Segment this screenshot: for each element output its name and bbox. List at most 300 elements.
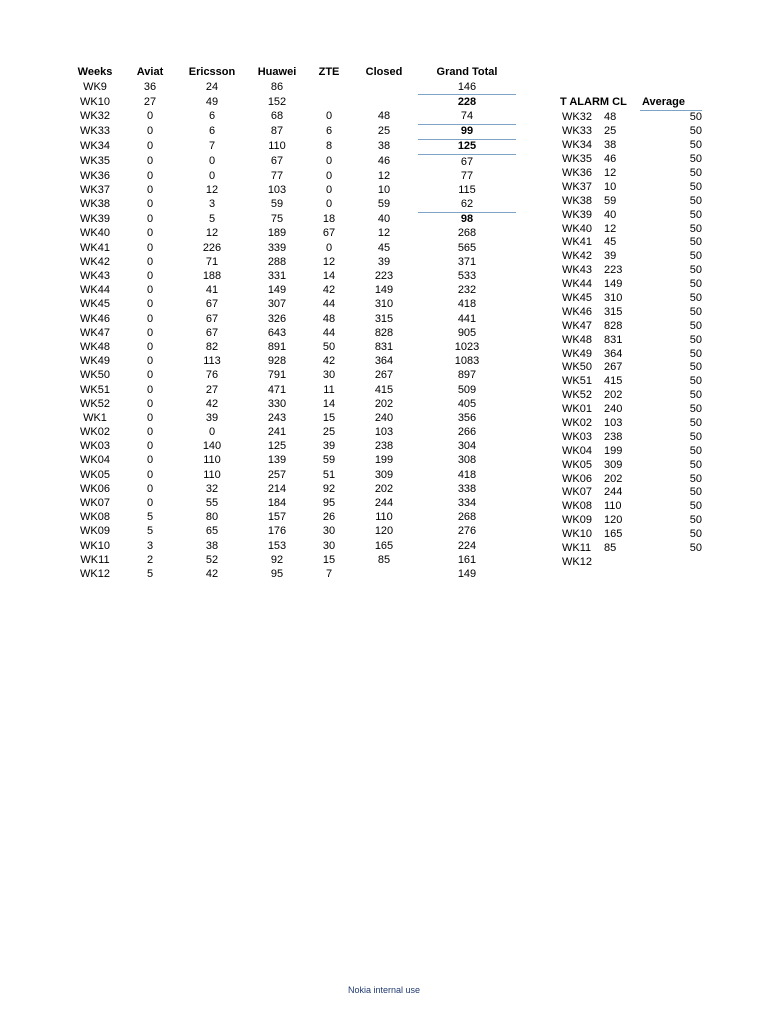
cell-ericsson: 24 <box>205 80 219 93</box>
table-row <box>68 298 516 312</box>
header-closed: Closed <box>365 66 403 78</box>
cell-closed: 25 <box>377 125 391 138</box>
cell-grand-total: 1023 <box>454 340 480 353</box>
table-row <box>68 154 516 169</box>
cell-huawei: 110 <box>268 140 286 153</box>
cell-closed: 46 <box>377 155 391 168</box>
cell-huawei: 153 <box>267 539 287 552</box>
cell-aviat: 0 <box>146 183 154 196</box>
cell-average: 50 <box>689 486 702 499</box>
cell-aviat: 0 <box>146 426 154 439</box>
cell-closed: 267 <box>374 369 394 382</box>
cell-aviat: 27 <box>143 95 157 108</box>
cell-average: 50 <box>689 139 702 152</box>
table-row <box>68 340 516 354</box>
cell-t-alarm-cl: 12 <box>604 222 617 235</box>
table-row <box>68 397 516 411</box>
cell-ericsson: 39 <box>205 411 219 424</box>
cell-average: 50 <box>689 333 702 346</box>
cell-average: 50 <box>689 375 702 388</box>
cell-week: WK38 <box>562 194 592 207</box>
cell-zte: 15 <box>322 411 336 424</box>
cell-closed: 828 <box>374 326 394 339</box>
cell-t-alarm-cl: 240 <box>604 403 623 416</box>
cell-week: WK04 <box>562 444 592 457</box>
table-row <box>562 236 702 250</box>
header-average: Average <box>642 96 686 108</box>
cell-average: 50 <box>689 208 702 221</box>
cell-zte: 44 <box>322 326 336 339</box>
table-row <box>68 525 516 539</box>
cell-average: 50 <box>689 430 702 443</box>
table-row <box>562 111 702 125</box>
cell-grand-total: 371 <box>457 255 477 268</box>
cell-average: 50 <box>689 417 702 430</box>
cell-t-alarm-cl: 25 <box>604 125 617 138</box>
cell-ericsson: 42 <box>205 397 219 410</box>
cell-aviat: 0 <box>146 270 154 283</box>
cell-grand-total: 232 <box>457 284 477 297</box>
cell-average: 50 <box>689 347 702 360</box>
cell-closed: 310 <box>374 298 394 311</box>
cell-zte: 67 <box>322 227 336 240</box>
table-row <box>68 183 516 197</box>
cell-huawei: 67 <box>270 155 284 168</box>
cell-week: WK35 <box>80 155 110 168</box>
table-row <box>68 169 516 183</box>
cell-grand-total: 509 <box>457 383 477 396</box>
cell-ericsson: 226 <box>202 241 222 254</box>
table-row <box>562 222 702 236</box>
cell-aviat: 0 <box>146 340 154 353</box>
cell-week: WK36 <box>80 169 110 182</box>
cell-week: WK1 <box>83 411 107 424</box>
cell-ericsson: 41 <box>205 284 219 297</box>
cell-grand-total: 304 <box>457 440 477 453</box>
cell-aviat: 0 <box>146 369 154 382</box>
cell-ericsson: 110 <box>203 454 221 467</box>
table-row <box>68 355 516 369</box>
cell-week: WK50 <box>80 369 110 382</box>
cell-average <box>634 556 702 570</box>
cell-ericsson: 6 <box>208 125 216 138</box>
table-row <box>68 241 516 255</box>
cell-huawei: 288 <box>267 255 287 268</box>
cell-zte: 0 <box>325 241 333 254</box>
cell-aviat: 0 <box>146 284 154 297</box>
cell-t-alarm-cl: 46 <box>604 153 617 166</box>
cell-average: 50 <box>689 236 702 249</box>
cell-week: WK52 <box>562 389 592 402</box>
cell-ericsson: 32 <box>205 482 219 495</box>
cell-average: 50 <box>689 167 702 179</box>
cell-closed: 240 <box>374 411 394 424</box>
cell-zte: 42 <box>322 284 336 297</box>
cell-ericsson: 80 <box>205 511 219 524</box>
cell-huawei: 243 <box>267 411 287 424</box>
cell-week: WK51 <box>80 383 110 396</box>
cell-huawei: 77 <box>270 169 284 182</box>
cell-ericsson: 76 <box>205 369 219 382</box>
cell-week: WK45 <box>562 292 592 305</box>
cell-week: WK41 <box>80 241 110 254</box>
cell-grand-total: 77 <box>460 169 474 182</box>
cell-aviat: 5 <box>146 525 154 538</box>
cell-ericsson: 12 <box>205 227 219 240</box>
table-row <box>562 250 702 264</box>
cell-week: WK06 <box>562 472 592 485</box>
cell-closed <box>350 80 418 95</box>
cell-grand-total: 224 <box>457 539 477 552</box>
footer-classification: Nokia internal use <box>347 985 421 995</box>
cell-aviat: 36 <box>143 80 157 93</box>
cell-closed: 85 <box>377 553 391 566</box>
cell-zte: 0 <box>325 183 333 196</box>
cell-week: WK9 <box>83 80 107 93</box>
cell-week: WK46 <box>562 305 592 318</box>
table-row <box>68 567 516 581</box>
cell-week: WK33 <box>80 125 110 138</box>
cell-t-alarm-cl: 238 <box>604 430 623 443</box>
table-row <box>562 375 702 389</box>
cell-grand-total: 228 <box>457 95 477 108</box>
cell-closed <box>350 95 418 110</box>
cell-week: WK35 <box>562 153 592 166</box>
cell-ericsson: 110 <box>203 468 221 481</box>
cell-week: WK12 <box>80 567 110 580</box>
cell-zte: 8 <box>325 140 333 153</box>
cell-huawei: 95 <box>270 567 284 580</box>
table-row <box>562 194 702 208</box>
cell-aviat: 0 <box>146 255 154 268</box>
cell-ericsson: 6 <box>208 110 216 123</box>
cell-week: WK37 <box>80 183 110 196</box>
table-row <box>562 458 702 472</box>
table-row <box>68 411 516 425</box>
cell-zte: 0 <box>325 169 333 182</box>
cell-week: WK02 <box>80 426 110 439</box>
cell-closed: 831 <box>374 340 394 353</box>
cell-huawei: 75 <box>270 213 284 226</box>
cell-zte <box>308 95 350 110</box>
cell-average: 50 <box>689 444 702 457</box>
cell-t-alarm-cl: 199 <box>604 444 623 457</box>
cell-average: 50 <box>689 500 702 513</box>
cell-closed: 202 <box>374 397 394 410</box>
cell-aviat: 0 <box>146 397 154 410</box>
table-row <box>68 539 516 553</box>
cell-closed: 309 <box>374 468 394 481</box>
cell-week: WK47 <box>562 319 592 332</box>
cell-week: WK03 <box>562 430 592 443</box>
cell-aviat: 0 <box>146 454 154 467</box>
cell-t-alarm-cl: 315 <box>604 305 623 318</box>
cell-aviat: 2 <box>146 553 154 566</box>
cell-t-alarm-cl: 39 <box>604 250 617 263</box>
cell-aviat: 0 <box>146 440 154 453</box>
cell-huawei: 184 <box>267 497 287 510</box>
cell-week: WK40 <box>562 222 592 235</box>
cell-average: 50 <box>689 264 702 277</box>
cell-aviat: 0 <box>146 383 154 396</box>
cell-week: WK12 <box>562 555 592 568</box>
cell-closed: 38 <box>377 140 391 153</box>
cell-zte: 92 <box>322 482 336 495</box>
table-row <box>68 198 516 213</box>
cell-week: WK05 <box>562 458 592 471</box>
cell-aviat: 0 <box>146 169 154 182</box>
cell-week: WK32 <box>562 111 592 124</box>
cell-ericsson: 27 <box>205 383 219 396</box>
cell-grand-total: 441 <box>457 312 477 325</box>
cell-week: WK06 <box>80 482 110 495</box>
cell-huawei: 339 <box>267 241 287 254</box>
cell-average: 50 <box>689 278 702 291</box>
cell-huawei: 891 <box>267 340 287 353</box>
cell-grand-total: 905 <box>457 326 477 339</box>
cell-aviat: 5 <box>146 567 154 580</box>
table-row <box>68 255 516 269</box>
cell-grand-total: 125 <box>418 139 516 154</box>
cell-ericsson: 55 <box>205 497 219 510</box>
cell-week: WK11 <box>562 542 592 555</box>
table-row <box>562 528 702 542</box>
cell-ericsson: 113 <box>203 355 221 368</box>
cell-huawei: 125 <box>267 440 287 453</box>
cell-aviat: 0 <box>146 355 154 368</box>
cell-average: 50 <box>689 125 702 138</box>
table-row <box>68 139 516 154</box>
table-row <box>68 124 516 139</box>
cell-grand-total: 115 <box>458 183 476 196</box>
cell-grand-total: 62 <box>418 198 516 213</box>
table-row <box>562 403 702 417</box>
table-row <box>68 269 516 283</box>
header-grand-total: Grand Total <box>436 66 498 78</box>
cell-average: 50 <box>689 528 702 541</box>
cell-ericsson: 67 <box>205 312 219 325</box>
cell-t-alarm-cl: 59 <box>604 194 617 207</box>
cell-huawei: 257 <box>267 468 287 481</box>
cell-zte <box>308 80 350 95</box>
cell-zte: 30 <box>322 539 336 552</box>
cell-ericsson: 0 <box>208 169 216 182</box>
cell-huawei: 103 <box>267 183 287 196</box>
cell-grand-total: 533 <box>457 270 477 283</box>
table-row <box>68 109 516 124</box>
cell-week: WK32 <box>80 110 110 123</box>
cell-average: 50 <box>689 403 702 416</box>
cell-average: 50 <box>689 458 702 471</box>
table-row <box>68 284 516 298</box>
cell-grand-total: 356 <box>457 411 477 424</box>
cell-aviat: 0 <box>146 241 154 254</box>
cell-grand-total: 308 <box>457 454 477 467</box>
cell-aviat: 0 <box>146 140 154 153</box>
cell-week: WK03 <box>80 440 110 453</box>
cell-aviat: 0 <box>146 312 154 325</box>
cell-huawei: 791 <box>267 369 287 382</box>
table-row <box>68 369 516 383</box>
cell-week: WK47 <box>80 326 110 339</box>
cell-average: 50 <box>689 542 702 555</box>
cell-grand-total: 146 <box>418 80 516 95</box>
cell-average: 50 <box>689 292 702 305</box>
cell-grand-total: 565 <box>457 241 477 254</box>
cell-huawei: 471 <box>267 383 287 396</box>
table-row <box>68 496 516 510</box>
cell-week: WK34 <box>80 140 110 153</box>
cell-average: 50 <box>689 472 702 485</box>
cell-aviat: 0 <box>146 298 154 311</box>
cell-average: 50 <box>689 180 702 193</box>
cell-week: WK07 <box>80 497 110 510</box>
cell-week: WK51 <box>562 375 592 388</box>
table-row <box>562 514 702 528</box>
cell-week: WK41 <box>562 236 592 249</box>
cell-grand-total: 268 <box>457 227 477 240</box>
cell-week: WK37 <box>562 180 592 193</box>
cell-week: WK46 <box>80 312 110 325</box>
cell-week: WK45 <box>80 298 110 311</box>
cell-huawei: 326 <box>267 312 287 325</box>
cell-t-alarm-cl: 103 <box>604 417 623 430</box>
cell-t-alarm-cl: 831 <box>604 333 623 346</box>
cell-zte: 0 <box>325 110 333 123</box>
cell-closed <box>350 567 418 581</box>
cell-grand-total: 266 <box>457 426 477 439</box>
cell-ericsson: 140 <box>202 440 222 453</box>
cell-closed: 149 <box>374 284 394 297</box>
cell-closed: 244 <box>374 497 394 510</box>
cell-ericsson: 71 <box>205 255 219 268</box>
cell-zte: 30 <box>322 369 336 382</box>
cell-week: WK05 <box>80 468 110 481</box>
cell-t-alarm-cl: 202 <box>604 389 623 402</box>
cell-zte: 42 <box>322 355 336 368</box>
cell-closed: 415 <box>374 383 394 396</box>
table-row <box>68 326 516 340</box>
cell-week: WK34 <box>562 139 592 152</box>
cell-ericsson: 188 <box>202 270 222 283</box>
table-row <box>562 361 702 375</box>
cell-huawei: 189 <box>267 227 287 240</box>
cell-grand-total: 74 <box>418 109 516 124</box>
cell-average: 50 <box>689 389 702 402</box>
cell-t-alarm-cl: 40 <box>604 208 617 221</box>
cell-zte: 30 <box>322 525 336 538</box>
cell-closed: 12 <box>377 227 391 240</box>
cell-week: WK10 <box>80 95 110 108</box>
cell-aviat: 0 <box>146 227 154 240</box>
cell-huawei: 330 <box>267 397 287 410</box>
cell-ericsson: 49 <box>205 95 219 108</box>
cell-week: WK33 <box>562 125 592 138</box>
cell-closed: 110 <box>375 511 393 524</box>
table-row <box>562 305 702 319</box>
cell-average: 50 <box>689 111 702 124</box>
cell-average: 50 <box>689 319 702 332</box>
table-row <box>68 482 516 496</box>
cell-week: WK43 <box>80 270 110 283</box>
cell-week: WK43 <box>562 264 592 277</box>
table-row <box>562 125 702 139</box>
cell-t-alarm-cl: 120 <box>604 514 623 527</box>
cell-zte: 0 <box>325 198 333 211</box>
cell-average: 50 <box>689 361 702 374</box>
header-aviat: Aviat <box>136 66 164 78</box>
cell-closed: 40 <box>377 213 391 226</box>
cell-zte: 25 <box>322 426 336 439</box>
cell-ericsson: 12 <box>205 183 219 196</box>
cell-closed: 199 <box>374 454 394 467</box>
cell-closed: 165 <box>374 539 394 552</box>
header-t-alarm-cl: T ALARM CL <box>560 96 627 108</box>
cell-average: 50 <box>689 250 702 263</box>
cell-grand-total: 161 <box>457 553 477 566</box>
cell-week: WK38 <box>80 198 110 211</box>
cell-grand-total: 418 <box>457 468 477 481</box>
alarm-average-table-body <box>562 111 702 569</box>
cell-ericsson: 7 <box>208 140 216 153</box>
table-row <box>68 511 516 525</box>
table-row <box>68 80 516 95</box>
cell-t-alarm-cl: 10 <box>604 180 617 193</box>
cell-grand-total: 897 <box>457 369 477 382</box>
cell-huawei: 139 <box>267 454 287 467</box>
cell-week: WK07 <box>562 486 592 499</box>
cell-zte: 48 <box>322 312 336 325</box>
header-ericsson: Ericsson <box>188 66 236 78</box>
cell-ericsson: 0 <box>208 155 216 168</box>
cell-t-alarm-cl: 309 <box>604 458 623 471</box>
cell-closed: 39 <box>377 255 391 268</box>
cell-aviat: 0 <box>146 497 154 510</box>
cell-week: WK40 <box>80 227 110 240</box>
cell-closed: 315 <box>374 312 394 325</box>
cell-ericsson: 38 <box>205 539 219 552</box>
cell-grand-total: 334 <box>457 497 477 510</box>
cell-ericsson: 65 <box>205 525 219 538</box>
cell-zte: 6 <box>325 125 333 138</box>
cell-grand-total: 418 <box>457 298 477 311</box>
cell-week: WK10 <box>80 539 110 552</box>
cell-zte: 14 <box>322 270 336 283</box>
cell-week: WK08 <box>562 500 592 513</box>
cell-t-alarm-cl: 267 <box>604 361 623 374</box>
table-row <box>562 430 702 444</box>
header-huawei: Huawei <box>257 66 297 78</box>
table-row <box>562 208 702 222</box>
table-row <box>562 486 702 500</box>
cell-huawei: 331 <box>267 270 287 283</box>
table-row <box>68 454 516 468</box>
cell-average: 50 <box>689 153 702 166</box>
cell-closed: 103 <box>374 426 394 439</box>
cell-week: WK10 <box>562 528 592 541</box>
alarm-average-table <box>562 111 702 569</box>
cell-closed: 223 <box>374 270 394 283</box>
cell-t-alarm-cl <box>604 556 634 570</box>
cell-closed: 59 <box>377 198 391 211</box>
table-row <box>68 95 516 110</box>
cell-t-alarm-cl: 223 <box>604 264 623 277</box>
cell-ericsson: 67 <box>205 326 219 339</box>
cell-week: WK08 <box>80 511 110 524</box>
cell-t-alarm-cl: 48 <box>604 111 617 124</box>
cell-week: WK49 <box>80 355 110 368</box>
cell-ericsson: 82 <box>205 340 219 353</box>
